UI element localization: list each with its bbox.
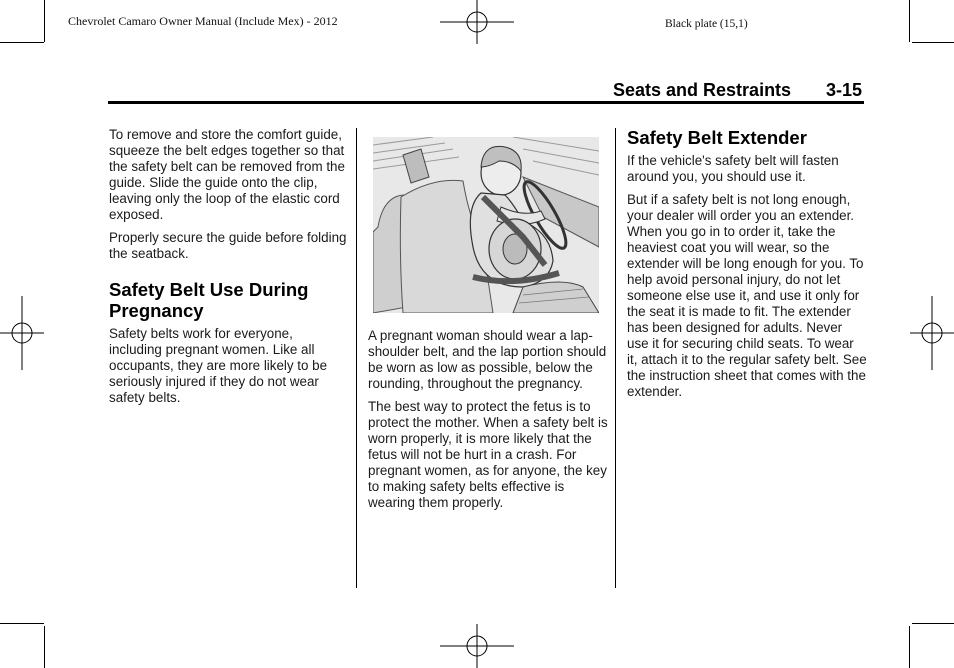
- crop-mark-tl-v: [44, 0, 45, 42]
- manual-title: Chevrolet Camaro Owner Manual (Include Mex) - 2012: [68, 14, 338, 28]
- column-3: [627, 127, 867, 407]
- col1-paragraph-2: Properly secure the guide before folding the seatback.: [109, 230, 347, 261]
- registration-mark-top-icon: [440, 0, 514, 44]
- column-1: [109, 127, 349, 413]
- col1-paragraph-3: Safety belts work for everyone, including pregnant women. Like all occupants, they are more likely to be seriously injured if they do not wear safety belts.: [109, 326, 328, 405]
- crop-mark-br-h: [912, 623, 954, 624]
- col2-paragraph-2: The best way to protect the fetus is to protect the mother. When a safety belt is worn properly, it is more likely that the fetus will not be hurt in a crash. For pregnant women, as for anyone, the key to making safety belts effective is wearing them properly.: [368, 399, 608, 510]
- col1-paragraph-1: To remove and store the comfort guide, squeeze the belt edges together so that the safety belt can be removed from the guide. Slide the guide onto the clip, leaving only the loop of the elastic cord exposed.: [109, 127, 345, 222]
- crop-mark-tr-v: [909, 0, 910, 42]
- crop-mark-tr-h: [912, 42, 954, 43]
- registration-mark-bottom-icon: [440, 624, 514, 668]
- pregnant-woman-seatbelt-illustration: [373, 137, 599, 313]
- col3-paragraph-2: But if a safety belt is not long enough, your dealer will order you an extender. When you go in to order it, take the heaviest coat you will wear, so the extender will be long enough for you. To help avoid personal injury, do not let someone else use it, and use it only for the seat it is made to fit. The extender has been designed for adults. Never use it for securing child seats. To wear it, attach it to the regular safety belt. See the instruction sheet that comes with the extender.: [627, 192, 867, 399]
- column-divider-1: [356, 128, 357, 588]
- registration-mark-left-icon: [0, 296, 44, 370]
- col3-paragraph-1: If the vehicle's safety belt will fasten around you, you should use it.: [627, 153, 839, 184]
- crop-mark-bl-v: [44, 626, 45, 668]
- plate-label: Black plate (15,1): [665, 18, 748, 30]
- page-number: 3-15: [826, 80, 863, 100]
- header-rule: [108, 101, 864, 104]
- registration-mark-right-icon: [910, 296, 954, 370]
- pregnancy-heading: Safety Belt Use During Pregnancy: [109, 279, 309, 321]
- column-divider-2: [615, 128, 616, 588]
- crop-mark-tl-h: [0, 42, 44, 43]
- extender-heading: Safety Belt Extender: [627, 127, 807, 148]
- crop-mark-br-v: [909, 626, 910, 668]
- col2-paragraph-1: A pregnant woman should wear a lap-shoulder belt, and the lap portion should be worn as low as possible, below the rounding, throughout the pregnancy.: [368, 328, 607, 391]
- section-title: Seats and Restraints: [613, 80, 792, 100]
- crop-mark-bl-h: [0, 623, 44, 624]
- column-2: [368, 328, 608, 518]
